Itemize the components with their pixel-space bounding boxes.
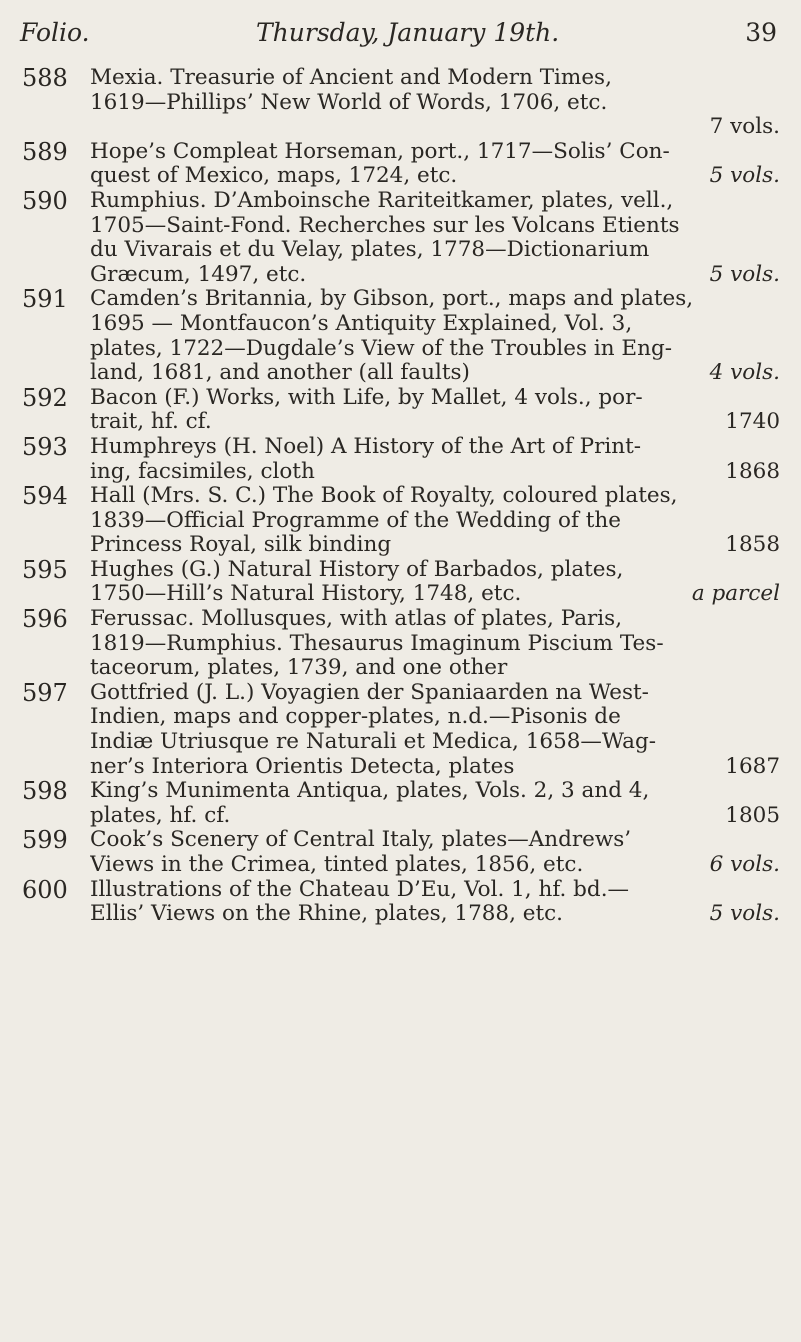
lot-description-text: land, 1681, and another (all faults) <box>90 361 470 386</box>
lot-volume-count: 6 vols. <box>709 853 780 877</box>
lot-description-text: Views in the Crimea, tinted plates, 1856, etc. <box>90 853 584 877</box>
lot-entry <box>22 779 780 828</box>
lot-description-line: 1705—Saint-Fond. Recherches sur les Volcans Etients <box>90 213 680 238</box>
lot-entry <box>22 875 780 927</box>
lot-number: 592 <box>22 383 68 412</box>
lot-list <box>22 66 780 927</box>
lot-number: 597 <box>22 678 68 707</box>
lot-entry <box>22 678 780 779</box>
lot-number: 591 <box>22 285 68 314</box>
lot-number: 599 <box>22 826 68 855</box>
lot-description-line: Bacon (F.) Works, with Life, by Mallet, 4 vols., por- <box>90 385 643 410</box>
lot-year: 1740 <box>725 410 780 435</box>
lot-description-line: 1819—Rumphius. Thesaurus Imaginum Piscium Tes- <box>90 631 664 656</box>
lot-volume-count: a parcel <box>691 582 780 607</box>
lot-description-text: plates, hf. cf. <box>90 803 231 828</box>
lot-entry <box>22 137 780 189</box>
lot-description-line <box>90 263 780 288</box>
lot-description-line: Hughes (G.) Natural History of Barbados, plates, <box>90 557 624 582</box>
lot-description-line: Illustrations of the Chateau D’Eu, Vol. 1, hf. bd.— <box>90 877 630 902</box>
lot-entry <box>22 828 780 877</box>
lot-volume-count: 5 vols. <box>709 164 780 189</box>
lot-entry <box>22 186 780 287</box>
lot-description-line: Camden’s Britannia, by Gibson, port., maps and plates, <box>90 287 694 312</box>
lot-description-line: Indien, maps and copper-plates, n.d.—Pisonis de <box>90 705 621 730</box>
lot-entry <box>22 432 780 484</box>
lot-number: 598 <box>22 777 68 806</box>
lot-description-text: trait, hf. cf. <box>90 410 212 435</box>
lot-description-line: Hall (Mrs. S. C.) The Book of Royalty, coloured plates, <box>90 484 678 509</box>
lot-description-line <box>90 410 780 435</box>
lot-description-line: Indiæ Utriusque re Naturali et Medica, 1658—Wag- <box>90 730 657 755</box>
lot-year: 1868 <box>725 459 780 484</box>
lot-year: 1687 <box>725 754 780 779</box>
lot-volume-count: 4 vols. <box>709 361 780 386</box>
lot-entry <box>22 66 780 140</box>
lot-number: 595 <box>22 555 68 584</box>
lot-description-line <box>90 460 780 485</box>
lot-entry <box>22 484 780 558</box>
lot-description-line: Ferussac. Mollusques, with atlas of plates, Paris, <box>90 607 623 632</box>
lot-description-line: Mexia. Treasurie of Ancient and Modern Times, <box>90 66 612 90</box>
lot-description-line <box>90 582 780 607</box>
lot-description-line <box>90 804 780 829</box>
lot-description-line: 1695 — Montfaucon’s Antiquity Explained, Vol. 3, <box>90 311 633 336</box>
lot-number: 600 <box>22 875 68 904</box>
lot-description-line: Humphreys (H. Noel) A History of the Art of Print- <box>90 434 642 459</box>
lot-number: 589 <box>22 137 68 166</box>
lot-description-text: Græcum, 1497, etc. <box>90 262 307 287</box>
lot-description-text: ner’s Interiora Orientis Detecta, plates <box>90 754 515 779</box>
lot-description-line <box>90 853 780 878</box>
lot-description-line: taceorum, plates, 1739, and one other <box>90 656 508 681</box>
lot-description-line: King’s Munimenta Antiqua, plates, Vols. 2, 3 and 4, <box>90 779 650 804</box>
lot-number: 593 <box>22 432 68 461</box>
lot-number: 596 <box>22 605 68 634</box>
lot-number: 590 <box>22 186 68 215</box>
lot-description-text: 1750—Hill’s Natural History, 1748, etc. <box>90 582 522 607</box>
lot-volume-count: 5 vols. <box>709 262 780 287</box>
header-format: Folio. <box>20 18 90 47</box>
page-number: 39 <box>745 18 777 47</box>
lot-description-text: Princess Royal, silk binding <box>90 533 392 558</box>
lot-entry <box>22 383 780 435</box>
lot-year: 1805 <box>725 803 780 828</box>
lot-description-line: Hope’s Compleat Horseman, port., 1717—Solis’ Con- <box>90 139 670 164</box>
lot-description-line: Cook’s Scenery of Central Italy, plates—Andrews’ <box>90 828 632 853</box>
lot-description-line: Rumphius. D’Amboinsche Rariteitkamer, plates, vell., <box>90 188 674 213</box>
header-date: Thursday, January 19th. <box>256 18 560 47</box>
lot-description-text: ing, facsimiles, cloth <box>90 459 315 484</box>
lot-number: 594 <box>22 482 68 511</box>
lot-description-line <box>90 902 780 927</box>
lot-description-line <box>90 164 780 189</box>
lot-description-line <box>90 361 780 386</box>
page-header <box>20 18 777 58</box>
lot-number: 588 <box>22 64 68 92</box>
lot-description-text: quest of Mexico, maps, 1724, etc. <box>90 164 458 189</box>
lot-entry <box>22 287 780 385</box>
lot-volume-count: 5 vols. <box>709 902 780 927</box>
lot-description-line: du Vivarais et du Velay, plates, 1778—Dictionarium <box>90 238 650 263</box>
lot-description-line: Gottfried (J. L.) Voyagien der Spaniaarden na West- <box>90 680 649 705</box>
lot-description-text: Ellis’ Views on the Rhine, plates, 1788, etc. <box>90 902 564 927</box>
lot-description-line: plates, 1722—Dugdale’s View of the Troubles in Eng- <box>90 336 673 361</box>
lot-description-line <box>90 755 780 780</box>
lot-description-line: 1619—Phillips’ New World of Words, 1706, etc. <box>90 90 608 115</box>
lot-description-line <box>90 533 780 558</box>
lot-description-line: 1839—Official Programme of the Wedding of the <box>90 508 621 533</box>
lot-entry <box>22 607 780 681</box>
lot-year: 1858 <box>725 533 780 558</box>
lot-entry <box>22 555 780 607</box>
lot-description-line: 7 vols. <box>709 115 780 140</box>
